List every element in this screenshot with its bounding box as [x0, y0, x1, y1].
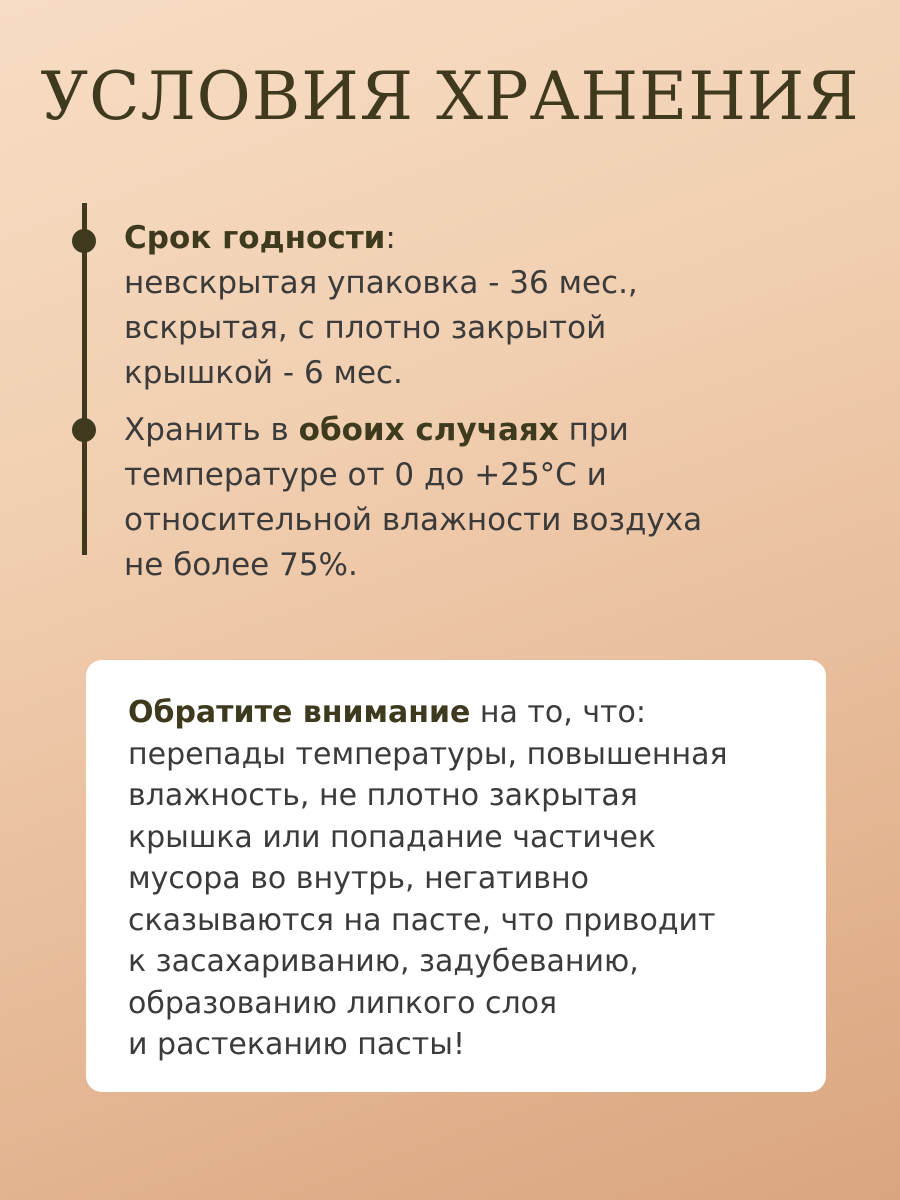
notice-card — [86, 660, 826, 1092]
notice-text — [128, 692, 786, 1066]
notice-line: и растеканию пасты! — [128, 1027, 465, 1062]
notice-line: крышка или попадание частичек — [128, 819, 657, 855]
shelf-life-line-1: невскрытая упаковка - 36 мес., — [124, 265, 638, 301]
notice-rest: на то, что: — [470, 695, 646, 730]
storage-bold: обоих случаях — [298, 412, 559, 448]
storage-line-1 — [124, 408, 844, 453]
storage-line-4: не более 75%. — [124, 547, 358, 583]
shelf-life-heading-line — [124, 216, 844, 261]
page-title: УСЛОВИЯ ХРАНЕНИЯ — [40, 58, 860, 135]
bullet-dot-shelf-life — [72, 229, 96, 253]
shelf-life-heading: Срок годности — [124, 220, 386, 256]
storage-post: при — [558, 412, 629, 448]
notice-line: образованию липкого слоя — [128, 985, 558, 1021]
notice-line: сказываются на пасте, что приводит — [128, 902, 716, 938]
shelf-life-line-2: вскрытая, с плотно закрытой — [124, 310, 607, 346]
storage-block — [124, 408, 844, 588]
storage-line-3: относительной влажности воздуха — [124, 502, 703, 538]
notice-line: перепады температуры, повышенная — [128, 736, 728, 772]
notice-bold: Обратите внимание — [128, 695, 471, 730]
storage-line-2: температуре от 0 до +25°C и — [124, 457, 607, 493]
notice-line: мусора во внутрь, негативно — [128, 861, 589, 896]
timeline-line — [82, 203, 87, 555]
notice-line: влажность, не плотно закрытая — [128, 778, 638, 813]
bullet-dot-storage — [72, 418, 96, 442]
shelf-life-block — [124, 216, 844, 396]
shelf-life-heading-suffix: : — [385, 220, 396, 256]
storage-pre: Хранить в — [124, 412, 299, 448]
notice-line: к засахариванию, задубеванию, — [128, 944, 639, 979]
notice-line-0 — [128, 692, 786, 734]
shelf-life-line-3: крышкой - 6 мес. — [124, 355, 403, 391]
